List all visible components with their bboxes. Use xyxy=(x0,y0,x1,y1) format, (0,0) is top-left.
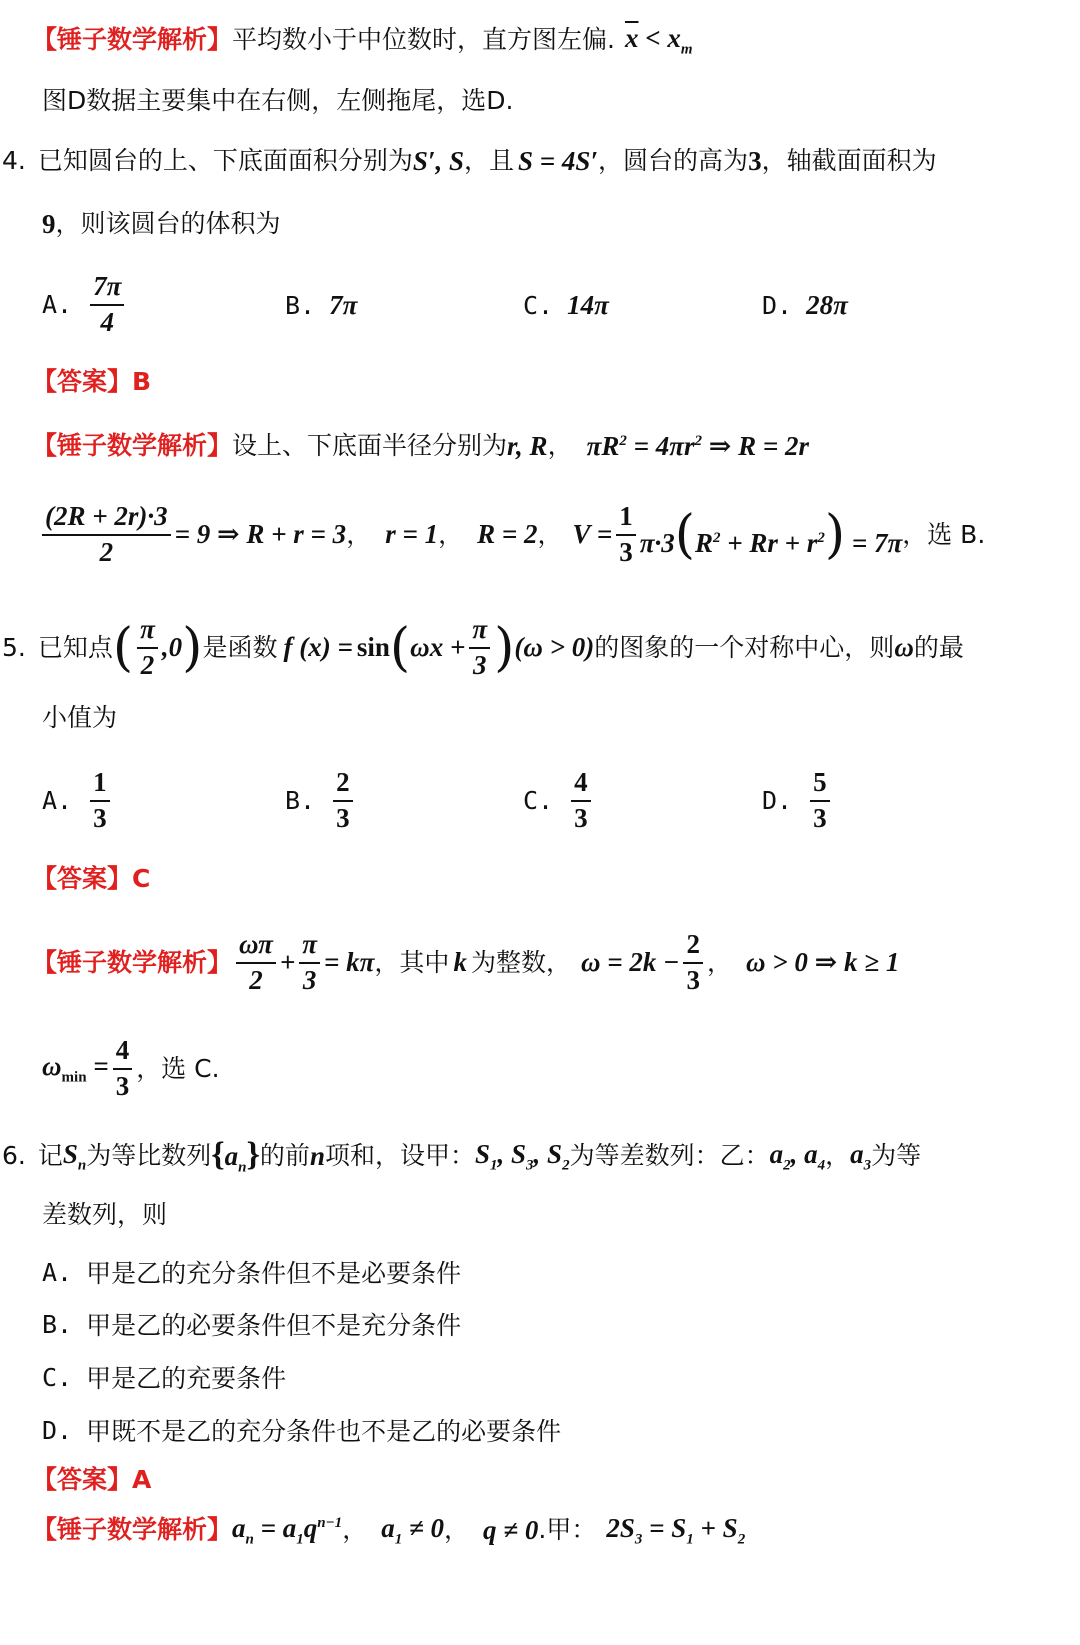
q4-stem-text: ，轴截面面积为 xyxy=(761,146,937,176)
math-Sn: $S_n$ xyxy=(62,1138,87,1173)
q4-option-c xyxy=(523,290,609,321)
math-an-formula: $a_n = a_1q^{n-1}$ xyxy=(232,1513,343,1548)
q5-answer xyxy=(32,864,150,894)
question-number: 5. xyxy=(2,632,26,662)
q5-stem-text: 的最 xyxy=(913,632,964,662)
q4-option-a xyxy=(42,272,128,337)
math-omega: ω xyxy=(894,632,914,663)
q5-stem-text: 已知点 xyxy=(37,632,113,662)
math-k: k xyxy=(453,947,467,978)
analysis-tag: 【锤子数学解析】 xyxy=(32,25,233,55)
math-2S3-eq: $2S_3 = S_1 + S_2$ xyxy=(606,1513,746,1548)
math-an-set: $\{a_n\}$ xyxy=(211,1136,260,1176)
analysis-tag: 【锤子数学解析】 xyxy=(32,431,233,461)
q5-option-d xyxy=(762,768,834,833)
math-pi-r-relation: $\pi R^2 = 4\pi r^2$ ⇒ R = 2r xyxy=(586,431,809,461)
option-text: 甲是乙的必要条件但不是充分条件 xyxy=(86,1311,462,1340)
analysis-line-top xyxy=(32,22,693,58)
q6-stem-text: 的前 xyxy=(259,1140,310,1170)
math-eq-9: = 9 ⇒ R + r = 3 xyxy=(174,519,347,550)
answer-value: C xyxy=(132,864,151,893)
option-label: B. xyxy=(285,786,316,816)
math-function: f (x) = sin ( ωx + $\frac{\pi}{3}$ ) (ω > 0) xyxy=(283,614,595,680)
q5-option-a xyxy=(42,768,114,833)
analysis-text: 甲： xyxy=(546,1515,597,1545)
math-a3: $a_3$ xyxy=(850,1138,872,1173)
q6-stem-text: 差数列，则 xyxy=(42,1200,168,1229)
math-V: V = xyxy=(572,519,613,550)
q6-stem-text: 项和，设甲： xyxy=(324,1140,475,1170)
analysis-text: ，其中 xyxy=(374,947,450,977)
analysis-text: ，选 C. xyxy=(136,1053,220,1083)
q4-stem-line1 xyxy=(2,145,937,177)
math-area-fraction: $\frac{(2R + 2r)\cdot 3}{2}$ xyxy=(42,502,171,567)
q4-analysis-line1: 【锤子数学解析】 设上、下底面半径分别为 r, R ， $\pi R^2 = 4\pi r^2$ ⇒ R = 2r xyxy=(32,431,809,461)
q5-analysis-line2 xyxy=(42,1036,220,1101)
option-label: C. xyxy=(42,1362,73,1392)
option-label: D. xyxy=(762,786,793,816)
math-3: 3 xyxy=(748,146,762,176)
math-S1-S3-S2: $S_1$, $S_3$, $S_2$ xyxy=(474,1138,570,1173)
option-label: B. xyxy=(42,1309,73,1339)
math-9: 9 xyxy=(42,209,56,239)
math-r-R: r, R xyxy=(507,431,548,461)
q6-stem-line1: 6. 记 $S_n$ 为等比数列 $\{a_n\}$ 的前 n 项和，设甲： $S_1$, $S_3$, $S_2$ 为等差数列：乙： $a_2$, $a_4$ ， $a_3$ 为等 xyxy=(2,1136,922,1176)
option-text: 甲是乙的充分条件但不是必要条件 xyxy=(86,1259,462,1288)
q6-stem-line2 xyxy=(42,1200,167,1230)
q4-analysis-line2: $\frac{(2R + 2r)\cdot 3}{2}$ = 9 ⇒ R + r = 3 ， r = 1 ， R = 2 ， V = $\frac{1}{3}$ $\pi\cdot 3(R^2 + Rr + r^2) = 7\pi$ ，选 B. xyxy=(38,502,985,567)
q5-option-c xyxy=(523,768,595,833)
q5-stem-line2 xyxy=(42,703,117,733)
q4-option-b xyxy=(285,290,357,321)
math-a2-a4: $a_2$, $a_4$ xyxy=(769,1138,826,1173)
q4-stem-text: ，且 xyxy=(464,146,515,176)
math-a1-ne-0: $a_1 \ne 0$ xyxy=(381,1513,445,1548)
math-omega-min: $\omega_{min}$ = xyxy=(42,1051,109,1086)
q5-stem-text: 小值为 xyxy=(42,703,118,732)
math-omega-eq: ω = 2k − xyxy=(580,947,680,978)
math-r-1: r = 1 xyxy=(385,519,439,550)
q6-option-c xyxy=(42,1359,286,1395)
q5-stem-line1 xyxy=(2,615,964,680)
q6-stem-text: 为等比数列 xyxy=(86,1140,212,1170)
math-2-3: $\frac{2}{3}$ xyxy=(333,768,353,833)
math-four-thirds: $\frac{4}{3}$ xyxy=(113,1036,133,1101)
math-xbar-lt-xm: $\overline{x} < x_m$ xyxy=(624,23,693,58)
option-label: C. xyxy=(523,291,554,320)
math-28pi: 28π xyxy=(806,290,848,320)
analysis-text: 为整数， xyxy=(470,947,571,977)
answer-value: B xyxy=(132,367,152,396)
q4-answer xyxy=(32,367,151,397)
option-label: A. xyxy=(42,1257,73,1287)
analysis-tag: 【锤子数学解析】 xyxy=(32,947,233,977)
q6-option-d xyxy=(42,1412,561,1448)
math-R-2: R = 2 xyxy=(477,519,538,550)
math-one-third: $\frac{1}{3}$ xyxy=(616,502,636,567)
q6-answer xyxy=(32,1465,151,1495)
math-k-pi: = kπ xyxy=(324,947,375,978)
q4-option-d xyxy=(762,290,848,321)
analysis-text: 图D数据主要集中在右侧，左侧拖尾，选D. xyxy=(42,86,514,115)
math-5-3: $\frac{5}{3}$ xyxy=(810,768,830,833)
analysis-line-top-2 xyxy=(42,86,513,116)
math-two-thirds: $\frac{2}{3}$ xyxy=(683,930,703,995)
q5-analysis-line1: 【锤子数学解析】 $\frac{\omega\pi}{2}$ + $\frac{\pi}{3}$ = kπ ，其中 k 为整数， ω = 2k − $\frac{2}{3}$ ， ω > 0 ⇒ k ≥ 1 xyxy=(32,929,900,995)
math-n: n xyxy=(309,1140,325,1171)
option-label: A. xyxy=(42,290,73,320)
answer-tag: 【答案】 xyxy=(32,1465,133,1494)
math-pi-over-3: $\frac{\pi}{3}$ xyxy=(299,930,320,995)
q6-analysis-line1: 【锤子数学解析】 $a_n = a_1q^{n-1}$ ， $a_1 \ne 0$ ， q ≠ 0 . 甲： $2S_3 = S_1 + S_2$ xyxy=(32,1513,746,1548)
math-omega-gt-0: ω > 0 ⇒ k ≥ 1 xyxy=(746,947,900,978)
q5-stem-text: 是函数 xyxy=(202,632,278,662)
q6-option-a xyxy=(42,1254,461,1290)
analysis-text: ，选 B. xyxy=(902,519,986,549)
math-4-3: $\frac{4}{3}$ xyxy=(571,768,591,833)
math-1-3: $\frac{1}{3}$ xyxy=(90,768,110,833)
q6-stem-text: 为等差数列：乙： xyxy=(569,1140,770,1170)
q4-stem-line2 xyxy=(42,208,281,240)
q4-stem-text: ，圆台的高为 xyxy=(598,146,749,176)
option-text: 甲既不是乙的充分条件也不是乙的必要条件 xyxy=(86,1417,562,1446)
math-14pi: 14π xyxy=(567,290,609,320)
question-number: 6. xyxy=(2,1140,26,1170)
question-number: 4. xyxy=(2,146,26,176)
option-label: C. xyxy=(523,786,554,816)
option-label: D. xyxy=(42,1415,73,1445)
q4-stem-text: 已知圆台的上、下底面面积分别为 xyxy=(37,146,413,176)
option-text: 甲是乙的充要条件 xyxy=(86,1364,287,1393)
math-omega-pi-over-2: $\frac{\omega\pi}{2}$ xyxy=(236,930,276,995)
option-label: D. xyxy=(762,291,793,320)
math-point: ( $\frac{\pi}{2}$ ,0 ) xyxy=(112,614,203,680)
analysis-tag: 【锤子数学解析】 xyxy=(32,1515,233,1545)
answer-value: A xyxy=(132,1465,152,1494)
q6-stem-text: 为等 xyxy=(871,1140,922,1170)
q4-stem-text: ，则该圆台的体积为 xyxy=(55,209,281,239)
math-volume-expr: $\pi\cdot 3(R^2 + Rr + r^2) = 7\pi$ xyxy=(639,504,903,565)
analysis-text: 设上、下底面半径分别为 xyxy=(232,431,508,461)
math-7pi-over-4: $\frac{7\pi}{4}$ xyxy=(90,272,124,337)
math-s-prime-s: S′, S xyxy=(412,146,465,176)
q5-option-b xyxy=(285,768,357,833)
answer-tag: 【答案】 xyxy=(32,367,133,396)
math-s-eq-4s: S = 4S′ xyxy=(518,146,599,176)
analysis-text: 平均数小于中位数时，直方图左偏. xyxy=(232,25,615,55)
q6-stem-text: 记 xyxy=(37,1140,63,1170)
answer-tag: 【答案】 xyxy=(32,864,133,893)
q5-stem-text: 的图象的一个对称中心，则 xyxy=(594,632,895,662)
option-label: B. xyxy=(285,291,316,320)
math-7pi: 7π xyxy=(329,290,358,320)
q6-option-b xyxy=(42,1306,461,1342)
math-q-ne-0: q ≠ 0 xyxy=(483,1515,539,1545)
option-label: A. xyxy=(42,786,73,816)
